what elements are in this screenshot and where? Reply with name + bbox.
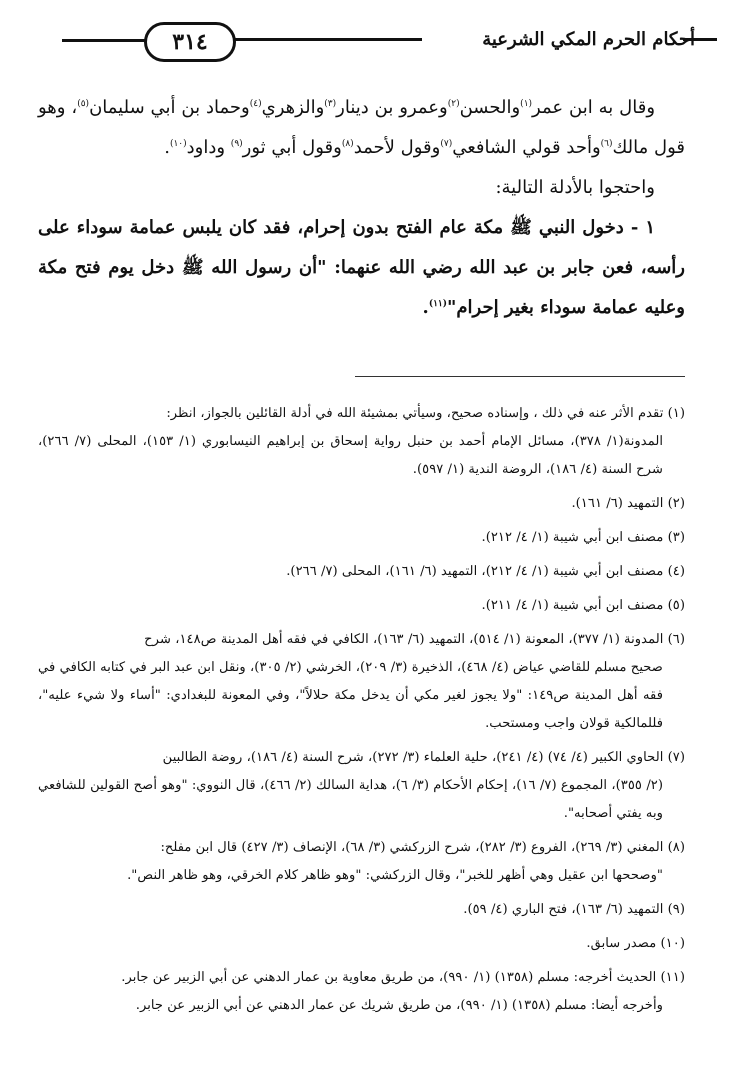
footnote-text-continued: وأخرجه أيضا: مسلم (١٣٥٨) (١/ ٩٩٠)، من طريق شريك عن عمار الدهني عن أبي الزبير عن جابر.	[135, 998, 663, 1013]
footnotes	[38, 400, 685, 1026]
footnote-ref: (٤)	[249, 99, 262, 109]
main-text	[38, 88, 685, 328]
footnote-ref: (٣)	[324, 99, 337, 109]
footnote	[38, 400, 685, 484]
text-run: وقول لأحمد	[353, 137, 441, 158]
running-title: أحكام الحرم المكي الشرعية	[482, 29, 695, 50]
text-run: وقال به ابن عمر	[532, 97, 656, 118]
footnote-number: (٦)	[667, 632, 685, 647]
footnote-ref: (١٠)	[169, 139, 187, 149]
footnote	[38, 626, 685, 738]
footnote-ref: (٥)	[77, 99, 90, 109]
page-number: ٣١٤	[144, 22, 236, 62]
text-run: .	[422, 297, 429, 318]
footnote-number: (٨)	[667, 840, 685, 855]
text-run: ، وهو قول مالك	[38, 97, 685, 158]
footnote	[38, 744, 685, 828]
footnote-number: (١١)	[660, 970, 685, 985]
footnote-text: الحديث أخرجه: مسلم (١٣٥٨) (١/ ٩٩٠)، من طريق معاوية بن عمار الدهني عن أبي الزبير عن جابر.	[121, 970, 657, 985]
text-run: .	[164, 137, 170, 158]
footnote-ref: (٩)	[230, 139, 243, 149]
footnote-text: التمهيد (٦/ ١٦١).	[571, 496, 664, 511]
footnote-number: (٧)	[667, 750, 685, 765]
footnote-ref: (٨)	[341, 139, 354, 149]
footnote	[38, 896, 685, 924]
footnote-number: (١٠)	[660, 936, 685, 951]
footnote	[38, 592, 685, 620]
text-run: وحماد بن أبي سليمان	[89, 97, 250, 118]
footnote-text-continued: "وصححها ابن عقيل وهي أظهر للخبر"، وقال الزركشي: "وهو ظاهر كلام الخرقي، وهو ظاهر النص".	[127, 868, 663, 883]
paragraph-opinions	[38, 88, 685, 168]
footnote-number: (٤)	[667, 564, 685, 579]
text-run: والزهري	[261, 97, 325, 118]
footnote-text: المدونة (١/ ٣٧٧)، المعونة (١/ ٥١٤)، التمهيد (٦/ ١٦٣)، الكافي في فقه أهل المدينة ص١٤٨، شرح	[144, 632, 664, 647]
footnote	[38, 834, 685, 890]
footnote-text: المغني (٣/ ٢٦٩)، الفروع (٣/ ٢٨٢)، شرح الزركشي (٣/ ٦٨)، الإنصاف (٣/ ٤٢٧) قال ابن مفلح:	[160, 840, 664, 855]
footnote	[38, 930, 685, 958]
footnote	[38, 490, 685, 518]
footnote-text-continued: صحيح مسلم للقاضي عياض (٤/ ٤٦٨)، الذخيرة (٣/ ٢٠٩)، الخرشي (٢/ ٣٠٥)، ونقل ابن عبد البر في كتابه الكافي في فقه أهل المدينة ص١٤٩: "ولا يجوز لغير مكي أن يدخل مكة حلالاً"، وفي المعونة للبغدادي: "أساء ولا شيء عليه"، فللمالكية قولان واجب ومستحب.	[38, 660, 664, 731]
footnote-number: (٥)	[667, 598, 685, 613]
footnote-number: (٣)	[667, 530, 685, 545]
footnote-text-continued: (٢/ ٣٥٥)، المجموع (٧/ ١٦)، إحكام الأحكام (٣/ ٦)، هداية السالك (٢/ ٤٦٦)، قال النووي: "وهو أصح القولين للشافعي وبه يفتي أصحابه".	[38, 778, 664, 821]
header-rule-middle	[230, 38, 422, 41]
text-run: ١ - دخول النبي ﷺ مكة عام الفتح بدون إحرام، فقد كان يلبس عمامة سوداء على رأسه، فعن جابر بن عبد الله رضي الله عنهما: "أن رسول الله ﷺ دخل يوم فتح مكة وعليه عمامة سوداء بغير إحرام"	[38, 217, 685, 318]
footnote-text: مصنف ابن أبي شيبة (١/ ٤/ ٢١٢).	[481, 530, 664, 545]
paragraph-evidence-heading: واحتجوا بالأدلة التالية:	[495, 177, 655, 198]
footnote-number: (٩)	[667, 902, 685, 917]
text-run: والحسن	[459, 97, 521, 118]
page-number-tail	[62, 39, 146, 42]
footnote-text: التمهيد (٦/ ١٦٣)، فتح الباري (٤/ ٥٩).	[463, 902, 664, 917]
footnote	[38, 558, 685, 586]
footnote-ref: (٢)	[447, 99, 460, 109]
footnote-separator	[355, 376, 685, 377]
footnote-number: (٢)	[667, 496, 685, 511]
footnote-number: (١)	[667, 406, 685, 421]
text-run: وأحد قولي الشافعي	[452, 137, 601, 158]
footnote-text: تقدم الأثر عنه في ذلك ، وإسناده صحيح، وسيأتي بمشيئة الله في أدلة القائلين بالجواز، انظر:	[166, 406, 664, 421]
footnote-ref: (٧)	[440, 139, 453, 149]
footnote-ref: (١١)	[428, 299, 448, 309]
text-run: وداود	[186, 137, 226, 158]
footnote-text: الحاوي الكبير (٤/ ٧٤) (٤/ ٢٤١)، حلية العلماء (٣/ ٢٧٢)، شرح السنة (٤/ ١٨٦)، روضة الطالبين	[162, 750, 664, 765]
footnote-text: مصنف ابن أبي شيبة (١/ ٤/ ٢١١).	[481, 598, 664, 613]
page-header	[32, 22, 717, 64]
footnote-text: مصدر سابق.	[586, 936, 657, 951]
paragraph-evidence-1	[38, 208, 685, 328]
footnote	[38, 524, 685, 552]
footnote	[38, 964, 685, 1020]
text-run: وقول أبي ثور	[242, 137, 342, 158]
footnote-ref: (١)	[520, 99, 533, 109]
text-run: وعمرو بن دينار	[336, 97, 448, 118]
footnote-text-continued: المدونة(١/ ٣٧٨)، مسائل الإمام أحمد بن حنبل رواية إسحاق بن إبراهيم النيسابوري (١/ ١٥٣)، المحلى (٧/ ٢٦٦)، شرح السنة (٤/ ١٨٦)، الروضة الندية (١/ ٥٩٧).	[38, 434, 664, 477]
footnote-ref: (٦)	[600, 139, 613, 149]
footnote-text: مصنف ابن أبي شيبة (١/ ٤/ ٢١٢)، التمهيد (٦/ ١٦١)، المحلى (٧/ ٢٦٦).	[286, 564, 664, 579]
